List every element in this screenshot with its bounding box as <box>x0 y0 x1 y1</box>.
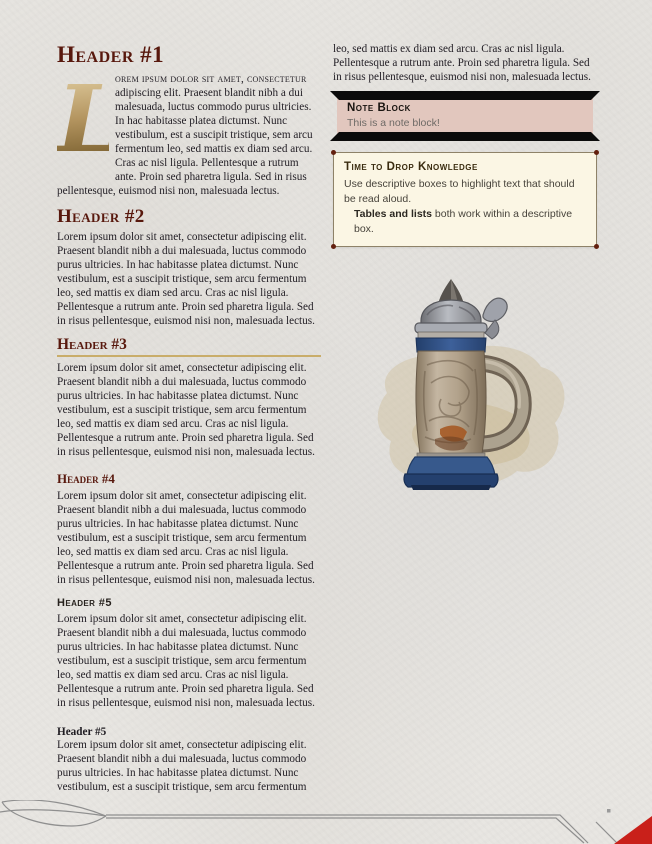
paragraph: Lorem ipsum dolor sit amet, consectetur adipiscing elit. Praesent blandit nibh a dui malesuada, luctus commodo purus ultricies. In hac habitasse platea dictumst. Nunc vestibulum, est a suscipit tristique, sem arcu fermentum leo, sed mattis ex diam sed arcu. Cras ac nisl ligula. Pellentesque a rutrum ante. Proin sed pharetra ligula. Sed in risus pellentesque, euismod nisi non, malesuada lectus. <box>57 613 315 709</box>
corner-dot-icon <box>331 244 336 249</box>
corner-dot-icon <box>331 150 336 155</box>
descriptive-box-title: Time to Drop Knowledge <box>344 161 478 173</box>
stein-illustration <box>355 271 575 516</box>
stein-image <box>355 271 575 516</box>
lead-smallcaps-text: orem ipsum dolor sit amet, consectetur <box>115 73 307 85</box>
left-column <box>57 42 321 794</box>
header-4: Header #4 <box>57 471 115 486</box>
note-block-body: This is a note block! <box>347 117 440 129</box>
note-block <box>337 96 593 136</box>
lead-body-text: adipiscing elit. Praesent blandit nibh a dui malesuada, luctus commodo purus ultricies. In hac habitasse platea dictumst. Nunc vestibulum, est a suscipit tristique, sem arcu fermentum leo, sed mattis ex diam sed arcu. Cras ac nisl ligula. Pellentesque a rutrum ante. Proin sed pharetra ligula. Sed in risus pellentesque, euismod nisi non, malesuada lectus. <box>57 87 313 197</box>
footer-dot <box>607 809 611 813</box>
descriptive-box-line <box>344 207 586 237</box>
header-5: Header #5 <box>57 597 112 609</box>
header-6: Header #5 <box>57 726 107 738</box>
header-2: Header #2 <box>57 206 145 227</box>
header-3: Header #3 <box>57 336 321 357</box>
paragraph: Lorem ipsum dolor sit amet, consectetur adipiscing elit. Praesent blandit nibh a dui malesuada, luctus commodo purus ultricies. In hac habitasse platea dictumst. Nunc vestibulum, est a suscipit tristique, sem arcu fermentum leo, sed mattis ex diam sed arcu. Cras ac nisl ligula. Pellentesque a rutrum ante. Proin sed pharetra ligula. Sed in risus pellentesque, euismod nisi non, malesuada lectus. <box>57 231 315 327</box>
truncated-paragraph: Lorem ipsum dolor sit amet, consectetur adipiscing elit. Praesent blandit nibh a dui malesuada, luctus commodo purus ultricies. In hac habitasse platea dictumst. Nunc vestibulum, est a suscipit tristique, sem arcu fermentum <box>57 739 307 793</box>
header-1: Header #1 <box>57 42 165 67</box>
paragraph: Lorem ipsum dolor sit amet, consectetur adipiscing elit. Praesent blandit nibh a dui malesuada, luctus commodo purus ultricies. In hac habitasse platea dictumst. Nunc vestibulum, est a suscipit tristique, sem arcu fermentum leo, sed mattis ex diam sed arcu. Cras ac nisl ligula. Pellentesque a rutrum ante. Proin sed pharetra ligula. Sed in risus pellentesque, euismod nisi non, malesuada lectus. <box>57 362 315 458</box>
footer-flourish <box>0 800 652 844</box>
footer-red-corner <box>614 816 652 844</box>
drop-cap-letter: L <box>57 65 122 173</box>
descriptive-box-bold-text: Tables and lists <box>354 208 432 220</box>
corner-dot-icon <box>594 244 599 249</box>
note-block-title: Note Block <box>347 102 411 114</box>
lead-paragraph <box>57 65 321 198</box>
descriptive-box <box>333 152 597 247</box>
paragraph: Lorem ipsum dolor sit amet, consectetur adipiscing elit. Praesent blandit nibh a dui malesuada, luctus commodo purus ultricies. In hac habitasse platea dictumst. Nunc vestibulum, est a suscipit tristique, sem arcu fermentum leo, sed mattis ex diam sed arcu. Cras ac nisl ligula. Pellentesque a rutrum ante. Proin sed pharetra ligula. Sed in risus pellentesque, euismod nisi non, malesuada lectus. <box>57 490 315 586</box>
continuation-paragraph: leo, sed mattis ex diam sed arcu. Cras ac nisl ligula. Pellentesque a rutrum ante. Proin sed pharetra ligula. Sed in risus pellentesque, euismod nisi non, malesuada lectus. <box>333 43 591 83</box>
descriptive-box-rest-text: both work within a descriptive box. <box>354 208 573 235</box>
right-column <box>333 42 597 516</box>
corner-dot-icon <box>594 150 599 155</box>
descriptive-box-line: Use descriptive boxes to highlight text that should be read aloud. <box>344 178 575 205</box>
